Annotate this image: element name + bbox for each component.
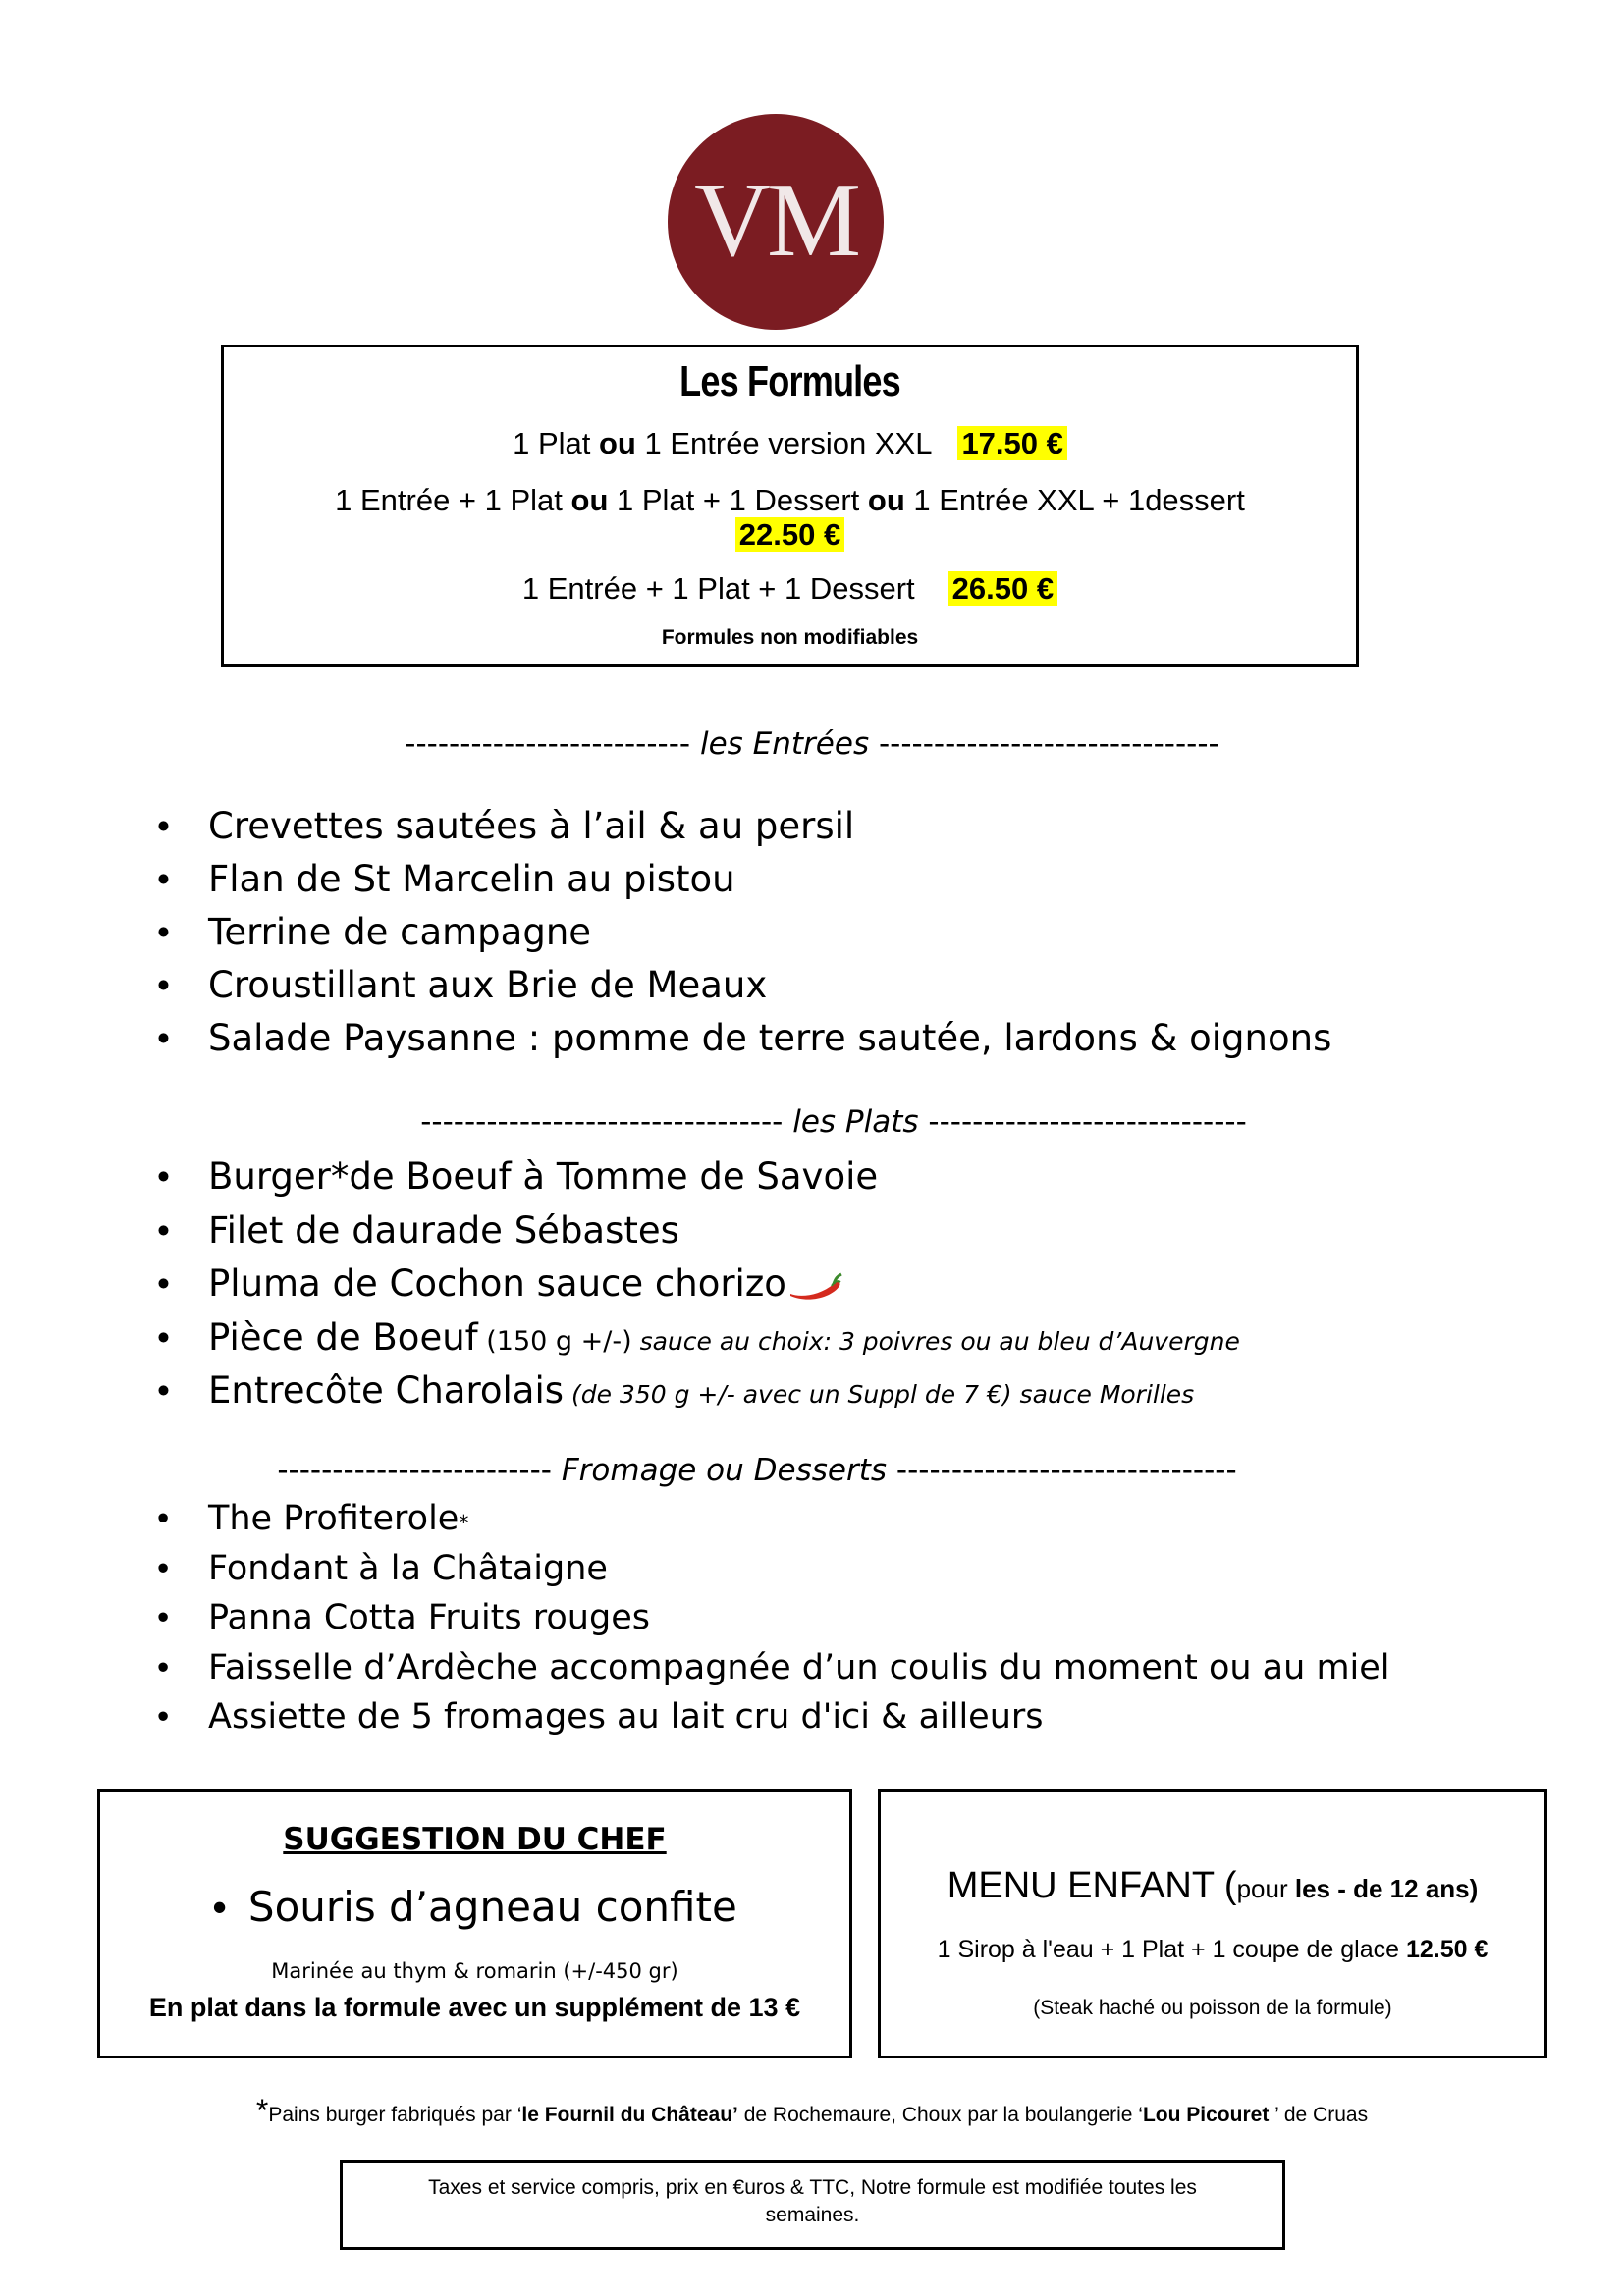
list-item: [157, 1257, 1240, 1311]
entrees-divider-left: --------------------------: [405, 726, 700, 762]
desserts-divider-left: -------------------------: [277, 1453, 562, 1488]
list-item: [157, 1544, 1390, 1594]
list-item: [157, 1643, 1390, 1693]
formule-line-1: [224, 426, 1356, 461]
formule-1-ou: ou: [599, 426, 636, 460]
taxes-info-box: [340, 2160, 1285, 2250]
dessert-star: *: [459, 1511, 469, 1534]
logo-text: VM: [693, 162, 858, 279]
formule-line-3: [224, 571, 1356, 607]
dessert-name: Assiette de 5 fromages au lait cru d'ici & ailleurs: [208, 1697, 1044, 1736]
chef-suggestion-box: [97, 1789, 852, 2058]
formule-2-text-a: 1 Entrée + 1 Plat: [335, 483, 571, 517]
kids-menu-note: (Steak haché ou poisson de la formule): [1033, 1997, 1392, 2019]
plat-note: sauce au choix: 3 poivres ou au bleu d’Auvergne: [631, 1326, 1240, 1356]
list-item: • Crevettes sautées à l’ail & au persil: [157, 800, 1331, 853]
chef-suggestion-supplement: En plat dans la formule avec un supplément de 13 €: [148, 1993, 801, 2022]
formules-box: [221, 345, 1359, 667]
list-item: • Croustillant aux Brie de Meaux: [157, 959, 1331, 1012]
formule-2-text-b: 1 Plat + 1 Dessert: [608, 483, 868, 517]
formule-2-price: 22.50 €: [735, 517, 844, 552]
footnote-text-e: ’ de Cruas: [1269, 2104, 1369, 2126]
desserts-divider: [0, 1453, 1569, 1488]
list-item: • Flan de St Marcelin au pistou: [157, 853, 1331, 906]
dessert-name: Panna Cotta Fruits rouges: [208, 1598, 650, 1637]
list-item: • Salade Paysanne : pomme de terre sautée, lardons & oignons: [157, 1012, 1331, 1065]
plat-note: sauce Morilles: [1011, 1380, 1195, 1409]
plat-name: Entrecôte Charolais: [208, 1369, 565, 1412]
formule-1-text-a: 1 Plat: [513, 426, 599, 460]
entrees-divider-right: -------------------------------: [869, 726, 1219, 762]
footnote-text-c: de Rochemaure, Choux par la boulangerie ‘: [737, 2104, 1143, 2126]
desserts-divider-right: -------------------------------: [887, 1453, 1237, 1488]
kids-title-pour: pour: [1236, 1874, 1295, 1903]
formules-note: Formules non modifiables: [661, 626, 919, 649]
desserts-list: [157, 1494, 1390, 1742]
plat-detail: (de 350 g +/- avec un Suppl de 7 €): [564, 1380, 1012, 1409]
list-item: [157, 1692, 1390, 1742]
plat-name: Pièce de Boeuf: [208, 1315, 478, 1359]
kids-menu-price: 12.50 €: [1405, 1936, 1489, 1963]
footnote-text-a: Pains burger fabriqués par ‘: [268, 2104, 522, 2126]
formule-line-2: [224, 483, 1356, 518]
chili-pepper-icon: [786, 1268, 845, 1304]
formule-2-text-c: 1 Entrée XXL + 1dessert: [904, 483, 1245, 517]
dessert-name: Fondant à la Châtaigne: [208, 1548, 608, 1588]
restaurant-logo: [668, 114, 884, 330]
taxes-info-text: Taxes et service compris, prix en €uros & TTC, Notre formule est modifiée toutes les semaines.: [428, 2176, 1197, 2226]
chef-suggestion-title: SUGGESTION DU CHEF: [283, 1822, 667, 1857]
kids-menu-items: 1 Sirop à l'eau + 1 Plat + 1 coupe de glace: [937, 1936, 1406, 1963]
bullet: •: [212, 1884, 227, 1930]
plats-heading: les Plats: [792, 1104, 919, 1140]
list-item: [157, 1494, 1390, 1544]
entrees-heading: les Entrées: [699, 726, 870, 762]
list-item: [157, 1311, 1240, 1365]
kids-menu-title: [881, 1865, 1544, 1907]
plats-divider-left: ---------------------------------: [420, 1104, 793, 1140]
desserts-heading: Fromage ou Desserts: [561, 1453, 888, 1488]
formule-1-price: 17.50 €: [957, 426, 1066, 460]
list-item: [157, 1593, 1390, 1643]
plat-name: Filet de daurade Sébastes: [208, 1208, 679, 1252]
formule-2-ou-2: ou: [867, 483, 905, 517]
plats-divider: [22, 1104, 1624, 1140]
chef-suggestion-marinade: Marinée au thym & romarin (+/-450 gr): [271, 1959, 678, 1983]
formules-title: Les Formules: [679, 357, 900, 405]
footnote-star: *: [255, 2093, 269, 2128]
plat-name: Pluma de Cochon sauce chorizo: [208, 1262, 786, 1305]
formule-3-price: 26.50 €: [948, 571, 1057, 606]
kids-menu-line: [881, 1936, 1544, 1964]
list-item: [157, 1364, 1240, 1418]
formule-3-text: 1 Entrée + 1 Plat + 1 Dessert: [521, 571, 915, 606]
kids-menu-box: [878, 1789, 1547, 2058]
footnote-bakery-2: Lou Picouret: [1142, 2104, 1270, 2126]
kids-title-age: les - de 12 ans): [1294, 1874, 1479, 1903]
footnote: [0, 2093, 1624, 2129]
footnote-bakery-1: le Fournil du Château’: [521, 2104, 738, 2126]
entrees-list: [157, 800, 1331, 1065]
formule-line-2-price: [224, 517, 1356, 553]
kids-title-main: MENU ENFANT (: [947, 1865, 1237, 1906]
dessert-name: The Profiterole: [208, 1499, 460, 1538]
entrees-divider: [0, 726, 1624, 762]
list-item: • Terrine de campagne: [157, 906, 1331, 959]
plat-name: Burger*de Boeuf à Tomme de Savoie: [208, 1155, 879, 1198]
chef-suggestion-dish: [100, 1883, 849, 1931]
list-item: [157, 1150, 1240, 1204]
formule-2-ou-1: ou: [570, 483, 609, 517]
list-item: [157, 1204, 1240, 1258]
dessert-name: Faisselle d’Ardèche accompagnée d’un coulis du moment ou au miel: [208, 1647, 1390, 1687]
chef-dish-name: Souris d’agneau confite: [247, 1883, 737, 1931]
formule-1-text-b: 1 Entrée version XXL: [635, 426, 933, 460]
plats-list: [157, 1150, 1240, 1418]
plat-detail: (150 g +/-): [477, 1325, 632, 1357]
plats-divider-right: -----------------------------: [918, 1104, 1247, 1140]
